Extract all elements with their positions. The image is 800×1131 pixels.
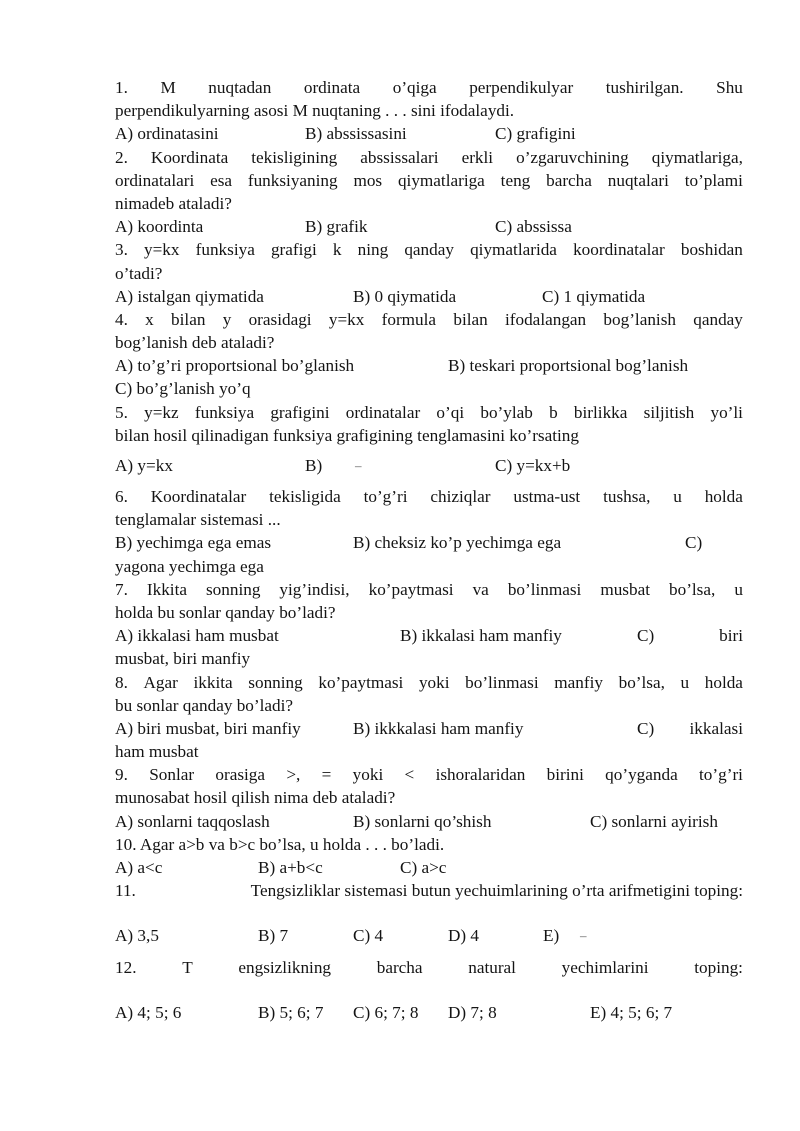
word: T — [182, 957, 193, 977]
q7-option-c-start: biri — [719, 626, 743, 646]
word: orasiga — [215, 765, 266, 785]
word: esa — [210, 170, 233, 190]
word: ordinatalari — [115, 170, 195, 190]
word: holda — [704, 487, 743, 506]
word: yig’indisi, — [279, 579, 350, 599]
word: 4. — [115, 309, 128, 329]
q6-option-c-text: yagona yechimga ega — [115, 556, 264, 576]
q11-option-c: C) 4 — [353, 926, 384, 946]
word: funksiya — [194, 402, 255, 422]
q7-option-b: B) ikkalasi ham manfiy — [400, 626, 562, 646]
word: bilan — [453, 309, 488, 329]
word: grafigini — [270, 402, 330, 422]
word: Agar — [143, 672, 178, 692]
q10-option-c: C) a>c — [400, 858, 447, 877]
word: bo’lsa, — [669, 579, 716, 599]
q9-option-b: B) sonlarni qo’shish — [353, 811, 492, 831]
q11-options — [115, 924, 743, 947]
word: = — [321, 765, 332, 785]
word: Sonlar — [149, 765, 195, 785]
q12-line-1 — [115, 956, 743, 979]
q5-option-a: A) y=kx — [115, 456, 173, 475]
q2-option-b: B) grafik — [305, 217, 368, 237]
word: b — [549, 402, 558, 422]
q9-options — [115, 810, 743, 833]
q4-option-b: B) teskari proportsional bog’lanish — [448, 356, 689, 376]
word: manfiy — [554, 672, 603, 692]
word: Shu — [716, 78, 743, 97]
word: tushirilgan. — [605, 78, 684, 97]
q12-option-b: B) 5; 6; 7 — [258, 1002, 324, 1022]
q4-line-2: bog’lanish deb ataladi? — [115, 333, 275, 353]
q3-line-1 — [115, 238, 743, 261]
q11-line-1 — [115, 879, 743, 902]
word: chiziqlar — [430, 487, 491, 506]
q11-option-d: D) 4 — [448, 926, 480, 946]
word: engsizlikning — [238, 957, 332, 977]
q2-option-c: C) abssissa — [495, 217, 572, 237]
word: ordinata — [303, 78, 361, 97]
word: u — [673, 487, 682, 506]
q10-line-1: 10. Agar a>b va b>c bo’lsa, u holda . . . bo’ladi. — [115, 834, 445, 854]
word: qiymatlariga, — [651, 147, 743, 167]
word: birini — [546, 765, 584, 785]
q9-line-2: munosabat hosil qilish nima deb ataladi? — [115, 788, 396, 808]
word: nuqtalari — [607, 170, 669, 190]
q4-options-ab — [115, 354, 743, 377]
q7-line-1 — [115, 578, 743, 601]
word: orasidagi — [248, 309, 312, 329]
word: Koordinata — [150, 147, 229, 167]
word: perpendikulyar — [469, 78, 574, 97]
q7-line-2: holda bu sonlar qanday bo’ladi? — [115, 602, 336, 622]
q11-option-e: E) — [543, 926, 560, 946]
word: tekisligida — [269, 487, 341, 506]
word: barcha — [546, 170, 592, 190]
word: x — [145, 309, 154, 329]
q12-option-e: E) 4; 5; 6; 7 — [590, 1002, 673, 1022]
word: bo’linmasi — [465, 672, 539, 692]
word: ustma-ust — [513, 487, 581, 506]
word: teng — [500, 170, 531, 190]
q11-option-b: B) 7 — [258, 926, 289, 946]
q4-line-1 — [115, 308, 743, 331]
word: va — [472, 579, 489, 599]
word: y=kz — [144, 402, 179, 422]
q6-line-1 — [115, 485, 743, 508]
word: yoki — [352, 765, 384, 785]
word: >, — [286, 765, 301, 785]
word: to’plami — [684, 170, 743, 190]
word: 5. — [115, 402, 128, 422]
word: k — [332, 240, 342, 260]
word: bog’lanish — [603, 309, 676, 329]
q3-option-a: A) istalgan qiymatida — [115, 286, 264, 306]
word: y — [222, 309, 232, 329]
word: qiymatlarida — [470, 240, 557, 260]
q11-number: 11. — [115, 881, 136, 901]
word: abssissalari — [360, 147, 439, 167]
q7-option-c: C) — [637, 626, 655, 646]
word: 7. — [115, 579, 128, 599]
word: u — [680, 672, 690, 692]
word: ikkita — [193, 672, 233, 692]
word: < — [404, 765, 415, 785]
q4-option-c: C) bo’g’lanish yo’q — [115, 379, 251, 399]
test-document — [115, 76, 743, 1024]
q5-option-c: C) y=kx+b — [495, 456, 571, 475]
q11-text: Tengsizliklar sistemasi butun yechuimlarining o’rta arifmetigini toping: — [250, 881, 743, 901]
word: toping: — [694, 957, 743, 977]
word: barcha — [376, 957, 423, 977]
word: u — [734, 579, 743, 599]
word: y=kx — [328, 309, 365, 329]
q1-options — [115, 122, 743, 145]
q2-line-1 — [115, 146, 743, 169]
word: qanday — [404, 240, 454, 260]
word: o’qi — [436, 402, 465, 422]
q12-option-d: D) 7; 8 — [448, 1002, 497, 1022]
q4-option-a: A) to’g’ri proportsional bo’glanish — [115, 356, 355, 376]
q8-option-c: C) — [637, 718, 655, 738]
word: yechimlarini — [561, 957, 649, 977]
q8-option-a: A) biri musbat, biri manfiy — [115, 718, 301, 738]
word: erkli — [461, 147, 494, 167]
word: siljitish — [643, 402, 695, 422]
word: mos — [353, 170, 383, 190]
q5-option-b-formula-placeholder: – — [355, 458, 362, 473]
q5-line-1 — [115, 401, 743, 424]
word: musbat — [600, 579, 650, 599]
word: 3. — [115, 240, 128, 260]
q6-option-b-second: B) cheksiz ko’p yechimga ega — [353, 533, 562, 553]
word: 12. — [115, 957, 137, 977]
q12-option-a: A) 4; 5; 6 — [115, 1002, 182, 1022]
q9-line-1 — [115, 763, 743, 786]
word: natural — [468, 957, 516, 977]
q1-option-a: A) ordinatasini — [115, 124, 219, 144]
q10-options — [115, 856, 743, 879]
q7-option-c-text: musbat, biri manfiy — [115, 649, 251, 669]
word: M — [160, 78, 176, 97]
word: to’g’ri — [363, 487, 408, 506]
q8-option-c-text: ham musbat — [115, 742, 199, 762]
q2-option-a: A) koordinta — [115, 217, 204, 237]
word: 9. — [115, 765, 128, 785]
word: 6. — [115, 487, 128, 506]
q2-line-2 — [115, 169, 743, 192]
q8-options — [115, 717, 743, 740]
word: koordinatalar — [573, 240, 665, 260]
q7-option-a: A) ikkalasi ham musbat — [115, 626, 279, 646]
word: sonning — [205, 579, 261, 599]
word: y=kx — [144, 240, 180, 260]
q6-option-b-first: B) yechimga ega emas — [115, 533, 272, 553]
word: ko’paytmasi — [368, 579, 454, 599]
word: bo’linmasi — [507, 579, 582, 599]
q6-options — [115, 531, 743, 554]
word: qo’yganda — [605, 765, 678, 785]
q1-option-c: C) grafigini — [495, 124, 576, 144]
word: bilan — [171, 309, 206, 329]
q8-line-1 — [115, 671, 743, 694]
word: o’qiga — [392, 78, 437, 97]
word: funksiya — [195, 240, 255, 260]
word: nuqtadan — [208, 78, 272, 97]
word: bo’lsa, — [618, 672, 665, 692]
word: tushsa, — [603, 487, 651, 506]
q9-option-c: C) sonlarni ayirish — [590, 811, 718, 831]
word: Ikkita — [146, 579, 187, 599]
word: formula — [381, 309, 437, 329]
word: qiymatlariga — [397, 170, 485, 190]
word: ishoralaridan — [435, 765, 526, 785]
q12-options — [115, 1001, 743, 1024]
word: qanday — [693, 309, 743, 329]
q11-option-e-placeholder: – — [580, 928, 587, 944]
word: tekisligining — [251, 147, 338, 167]
word: boshidan — [680, 240, 743, 260]
q1-line-2: perpendikulyarning asosi M nuqtaning . . . sini ifodalaydi. — [115, 101, 515, 121]
word: funksiyaning — [247, 170, 338, 190]
q6-option-c: C) — [685, 533, 703, 553]
word: 8. — [115, 672, 128, 692]
q8-option-c-start: ikkalasi — [689, 718, 743, 738]
q6-line-2: tenglamalar sistemasi ... — [115, 510, 281, 530]
q3-line-2: o’tadi? — [115, 263, 163, 283]
word: yoki — [418, 672, 450, 692]
q5-options — [115, 451, 743, 481]
q11-option-a: A) 3,5 — [115, 926, 159, 946]
q8-line-2: bu sonlar qanday bo’ladi? — [115, 695, 294, 715]
q7-options — [115, 624, 743, 647]
word: to’g’ri — [699, 765, 743, 785]
word: ordinatalar — [345, 402, 421, 422]
word: ifodalangan — [505, 309, 587, 329]
q10-option-a: A) a<c — [115, 858, 163, 877]
word: 1. — [115, 78, 128, 97]
word: yo’li — [710, 402, 743, 422]
word: ko’paytmasi — [318, 672, 404, 692]
q9-option-a: A) sonlarni taqqoslash — [115, 811, 270, 831]
q3-option-c: C) 1 qiymatida — [542, 286, 646, 306]
word: 2. — [115, 147, 128, 167]
q3-option-b: B) 0 qiymatida — [353, 286, 457, 306]
word: birlikka — [573, 402, 628, 422]
q5-line-2: bilan hosil qilinadigan funksiya grafigining tenglamasini ko’rsating — [115, 425, 579, 445]
word: sonning — [248, 672, 303, 692]
q1-option-b: B) abssissasini — [305, 124, 407, 144]
word: grafigi — [270, 240, 317, 260]
q10-option-b: B) a+b<c — [258, 858, 323, 877]
q8-option-b: B) ikkkalasi ham manfiy — [353, 718, 524, 738]
word: ning — [357, 240, 389, 260]
word: Koordinatalar — [150, 487, 247, 506]
q12-option-c: C) 6; 7; 8 — [353, 1002, 419, 1022]
word: bo’ylab — [480, 402, 533, 422]
q3-options — [115, 285, 743, 308]
word: holda — [704, 672, 743, 692]
q5-option-b: B) — [305, 456, 323, 475]
q1-line-1 — [115, 76, 743, 99]
word: o’zgaruvchining — [516, 147, 629, 167]
q2-line-3: nimadeb ataladi? — [115, 193, 232, 213]
q2-options — [115, 215, 743, 238]
